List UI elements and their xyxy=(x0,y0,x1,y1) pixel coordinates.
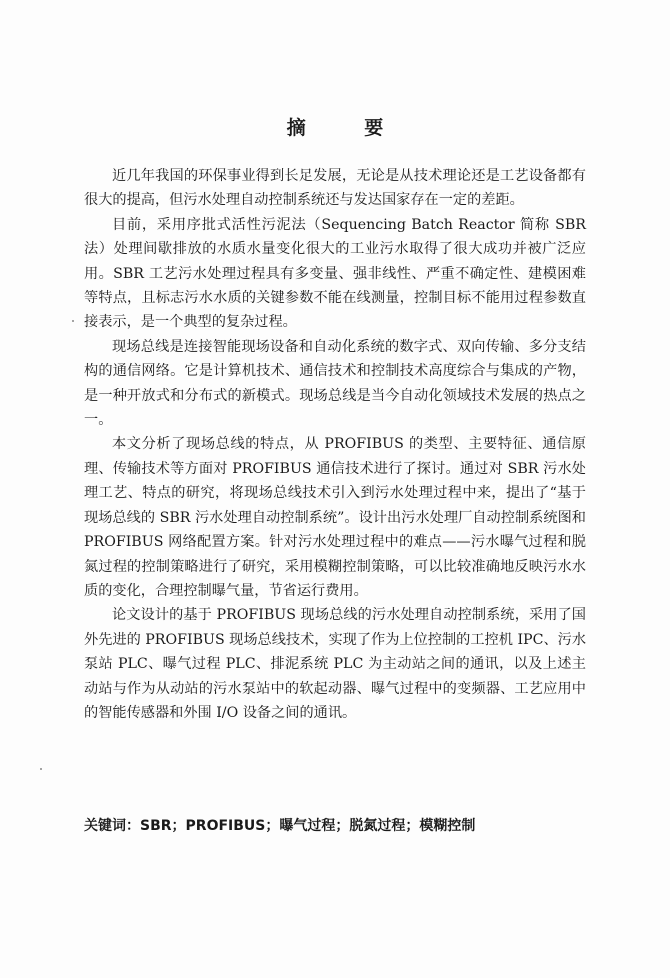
paragraph-5: 论文设计的基于 PROFIBUS 现场总线的污水处理自动控制系统，采用了国外先进的 PROFIBUS 现场总线技术，实现了作为上位控制的工控机 IPC、污水泵站 PLC、曝气过程 PLC、排泥系统 PLC 为主动站之间的通讯，以及上述主动站与作为从动站的污水泵站中的软起动器、曝气过程中的变频器、工艺应用中的智能传感器和外围 I/O 设备之间的通讯。 xyxy=(84,607,587,721)
scan-speck xyxy=(72,320,74,322)
paragraph-3: 现场总线是连接智能现场设备和自动化系统的数字式、双向传输、多分支结构的通信网络。它是计算机技术、通信技术和控制技术高度综合与集成的产物，是一种开放式和分布式的新模式。现场总线是当今自动化领域技术发展的热点之一。 xyxy=(84,338,586,429)
paragraph-1: 近几年我国的环保事业得到长足发展，无论是从技术理论还是工艺设备都有很大的提高，但污水处理自动控制系统还与发达国家存在一定的差距。 xyxy=(84,168,586,209)
paragraph-4: 本文分析了现场总线的特点，从 PROFIBUS 的类型、主要特征、通信原理、传输技术等方面对 PROFIBUS 通信技术进行了探讨。通过对 SBR 污水处理工艺、特点的研究，将现场总线技术引入到污水处理过程中来，提出了“基于现场总线的 SBR 污水处理自动控制系统”。设计出污水处理厂自动控制系统图和 PROFIBUS 网络配置方案。针对污水处理过程中的难点——污水曝气过程和脱氮过程的控制策略进行了研究，采用模糊控制策略，可以比较准确地反映污水水质的变化，合理控制曝气量，节省运行费用。 xyxy=(84,436,586,599)
abstract-body xyxy=(84,164,586,725)
paragraph-2: 目前，采用序批式活性污泥法（Sequencing Batch Reactor 简称 SBR 法）处理间歇排放的水质水量变化很大的工业污水取得了很大成功并被广泛应用。SBR 工艺污水处理过程具有多变量、强非线性、严重不确定性、建模困难等特点，且标志污水水质的关键参数不能在线测量，控制目标不能用过程参数直接表示，是一个典型的复杂过程。 xyxy=(84,216,586,331)
keywords-line: 关键词：SBR；PROFIBUS；曝气过程；脱氮过程；模糊控制 xyxy=(84,818,476,834)
scan-speck xyxy=(40,768,42,770)
page-title: 摘 要 xyxy=(286,117,410,139)
